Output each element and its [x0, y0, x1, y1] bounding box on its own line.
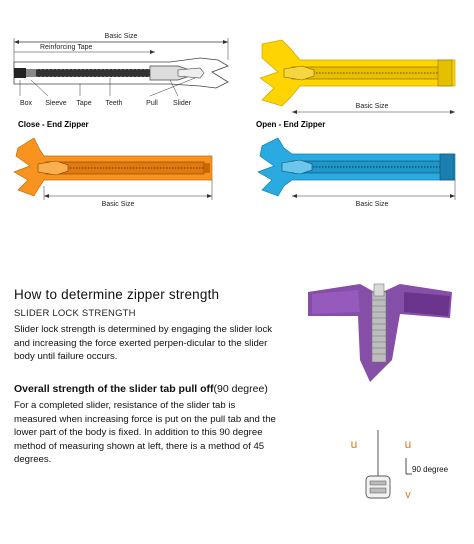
- part-label-sleeve: Sleeve: [45, 100, 67, 107]
- close-end-zipper-orange: [14, 138, 212, 196]
- teeth-part: [36, 69, 152, 77]
- close-end-title: Close - End Zipper: [18, 120, 89, 129]
- part-label-teeth: Teeth: [105, 100, 123, 107]
- reinforcing-tape-dimension: [14, 44, 155, 54]
- basic-size-label-yellow: Basic Size: [355, 103, 389, 110]
- part-label-box: Box: [19, 100, 33, 107]
- open-end-zipper-yellow: [260, 40, 455, 106]
- sleeve-part: [26, 69, 36, 77]
- close-end-zipper-outline: [14, 58, 228, 88]
- part-label-tape: Tape: [76, 100, 92, 107]
- pull-part: [178, 68, 204, 78]
- pull-off-heading-angle: (90 degree): [213, 383, 268, 395]
- open-end-zipper-blue: [258, 138, 455, 196]
- basic-size-dimension-blue: [292, 180, 455, 208]
- box-part: [14, 68, 26, 78]
- open-end-title: Open - End Zipper: [256, 120, 326, 129]
- reinforcing-tape-label: Reinforcing Tape: [40, 44, 93, 51]
- force-arrow-right: u: [404, 437, 412, 451]
- basic-size-label-blue: Basic Size: [355, 201, 389, 208]
- slider-lock-test-image: [308, 284, 452, 382]
- part-label-pull: Pull: [146, 100, 158, 107]
- lock-strength-paragraph: Slider lock strength is determined by engaging the slider lock and increasing the force exerted perpen-dicular to the slider body until failure occurs.: [14, 324, 273, 362]
- article-subheading: SLIDER LOCK STRENGTH: [14, 308, 136, 319]
- strength-test-figures: [300, 270, 470, 540]
- pull-off-heading-bold: Overall strength of the slider tab pull off: [14, 383, 214, 395]
- part-label-slider: Slider: [173, 100, 191, 107]
- force-arrow-left: u: [350, 437, 358, 451]
- zipper-diagrams: [0, 0, 474, 260]
- basic-size-dimension-yellow: [292, 103, 455, 114]
- pull-off-paragraph: For a completed slider, resistance of the slider tab is measured when increasing force is put on the pull tab and the lower part of the body is fixed. In addition to this 90 degree method of measuring shown at left, there is a method of 45 degrees.: [14, 400, 276, 465]
- basic-size-label-orange: Basic Size: [101, 201, 135, 208]
- basic-size-label-top: Basic Size: [104, 33, 138, 40]
- basic-size-dimension-orange: [44, 180, 212, 208]
- slider-icon: [366, 476, 390, 498]
- force-arrow-down: v: [405, 489, 411, 501]
- angle-label: 90 degree: [412, 465, 449, 474]
- article-heading: How to determine zipper strength: [14, 287, 220, 302]
- pull-off-heading: [14, 383, 268, 395]
- pull-off-test-figure: [351, 430, 449, 501]
